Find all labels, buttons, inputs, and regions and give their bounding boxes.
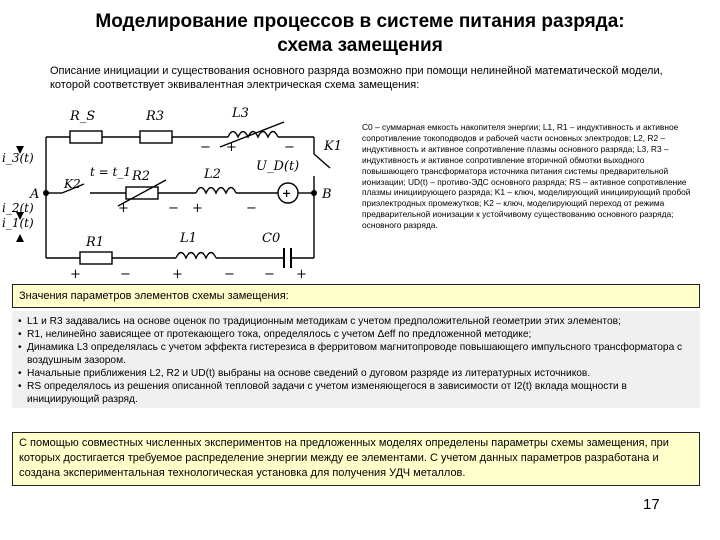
label-l1: L1 bbox=[180, 231, 197, 246]
intro-text: Описание инициации и существования основного разряда возможно при помощи нелинейной математической модели, которой соответствует эквивалентная электрическая схема замещения: bbox=[50, 65, 663, 91]
sign-c0-plus: + bbox=[296, 267, 307, 282]
label-rs: R_S bbox=[70, 109, 96, 124]
conclusion-box: С помощью совместных численных экспериментов на предложенных моделях определены параметры схемы замещения, при которых достигается требуемое распределение энергии между ее элементами. С учетом данных параметров разработана и создана экспериментальная технологическая установка для получения УДЧ металлов. bbox=[12, 432, 700, 486]
label-r2: R2 bbox=[132, 169, 151, 184]
source-plus-sign: + bbox=[282, 187, 292, 200]
label-i2: i_2(t) bbox=[2, 201, 34, 215]
label-l2: L2 bbox=[204, 167, 221, 182]
label-r1: R1 bbox=[86, 235, 105, 250]
label-k1: K1 bbox=[324, 139, 342, 154]
sign-l3-plus: + bbox=[226, 140, 237, 155]
sign-l2-minus: − bbox=[246, 201, 257, 216]
page-number: 17 bbox=[643, 496, 660, 513]
sign-r1-minus: + bbox=[70, 267, 81, 282]
label-i3: i_3(t) bbox=[2, 151, 34, 165]
sign-l1-minus: + bbox=[172, 267, 183, 282]
params-list-box bbox=[12, 311, 700, 408]
label-t-t1: t = t_1 bbox=[90, 165, 131, 179]
params-heading: Значения параметров элементов схемы замещения: bbox=[12, 284, 700, 308]
slide-title bbox=[40, 10, 680, 58]
label-node-b: B bbox=[322, 187, 332, 202]
title-line-2: схема замещения bbox=[277, 35, 443, 56]
sign-r3-minus: − bbox=[200, 140, 211, 155]
sign-l1-plus: − bbox=[224, 267, 235, 282]
label-r3: R3 bbox=[146, 109, 165, 124]
sign-r1-plus: − bbox=[120, 267, 131, 282]
param-item: • RS определялось из решения описанной тепловой задачи с учетом изменяющегося в зависимости от I2(t) вклада мощности в инициирующий разряд. bbox=[18, 380, 694, 406]
label-i1: i_1(t) bbox=[2, 216, 34, 230]
sign-c0-minus: − bbox=[264, 267, 275, 282]
sign-l3-minus: − bbox=[284, 140, 295, 155]
sign-l2-plus: + bbox=[192, 201, 203, 216]
param-item: • R1, нелинейно зависящее от протекающего тока, определялось с учетом Δeff по предложенной методике; bbox=[18, 328, 694, 341]
label-c0: C0 bbox=[262, 231, 281, 246]
param-item: • Начальные приближения L2, R2 и UD(t) выбраны на основе сведений о дуговом разряде из литературных источников. bbox=[18, 367, 694, 380]
label-l3: L3 bbox=[232, 106, 249, 121]
param-item: • Динамика L3 определялась с учетом эффекта гистерезиса в ферритовом магнитопроводе повышающего импульсного трансформатора с воздушным зазором. bbox=[18, 341, 694, 367]
title-line-1: Моделирование процессов в системе питания разряда: bbox=[95, 11, 625, 32]
equivalent-circuit-diagram bbox=[0, 100, 360, 285]
sign-r2-minus: − bbox=[168, 201, 179, 216]
label-ud: U_D(t) bbox=[256, 159, 300, 174]
sign-r2-plus: + bbox=[118, 201, 129, 216]
label-k2: K2 bbox=[64, 177, 81, 191]
element-description: C0 – суммарная емкость накопителя энергии; L1, R1 – индуктивность и активное сопротивление токоподводов и рабочей части основных электродов; L2, R2 – индуктивность и активное сопротивление плазмы основного разряда; L3, R3 – индуктивность и активное сопротивление вторичной обмотки выходного повышающего трансформатора источника питания системы предварительной ионизации; UD(t) – противо-ЭДС основного разряда; RS – активное сопротивление плазмы инициирующего разряда; K1 – ключ, моделирующий инициирующий пробой приэлектродных промежутков; K2 – ключ, моделирующий переход от режима предварительной ионизации к устойчивому существованию основного разряда; основного разряда. bbox=[362, 122, 691, 231]
param-item: • L1 и R3 задавались на основе оценок по традиционным методикам с учетом предположительной геометрии этих элементов; bbox=[18, 315, 694, 328]
label-node-a: A bbox=[30, 187, 40, 202]
